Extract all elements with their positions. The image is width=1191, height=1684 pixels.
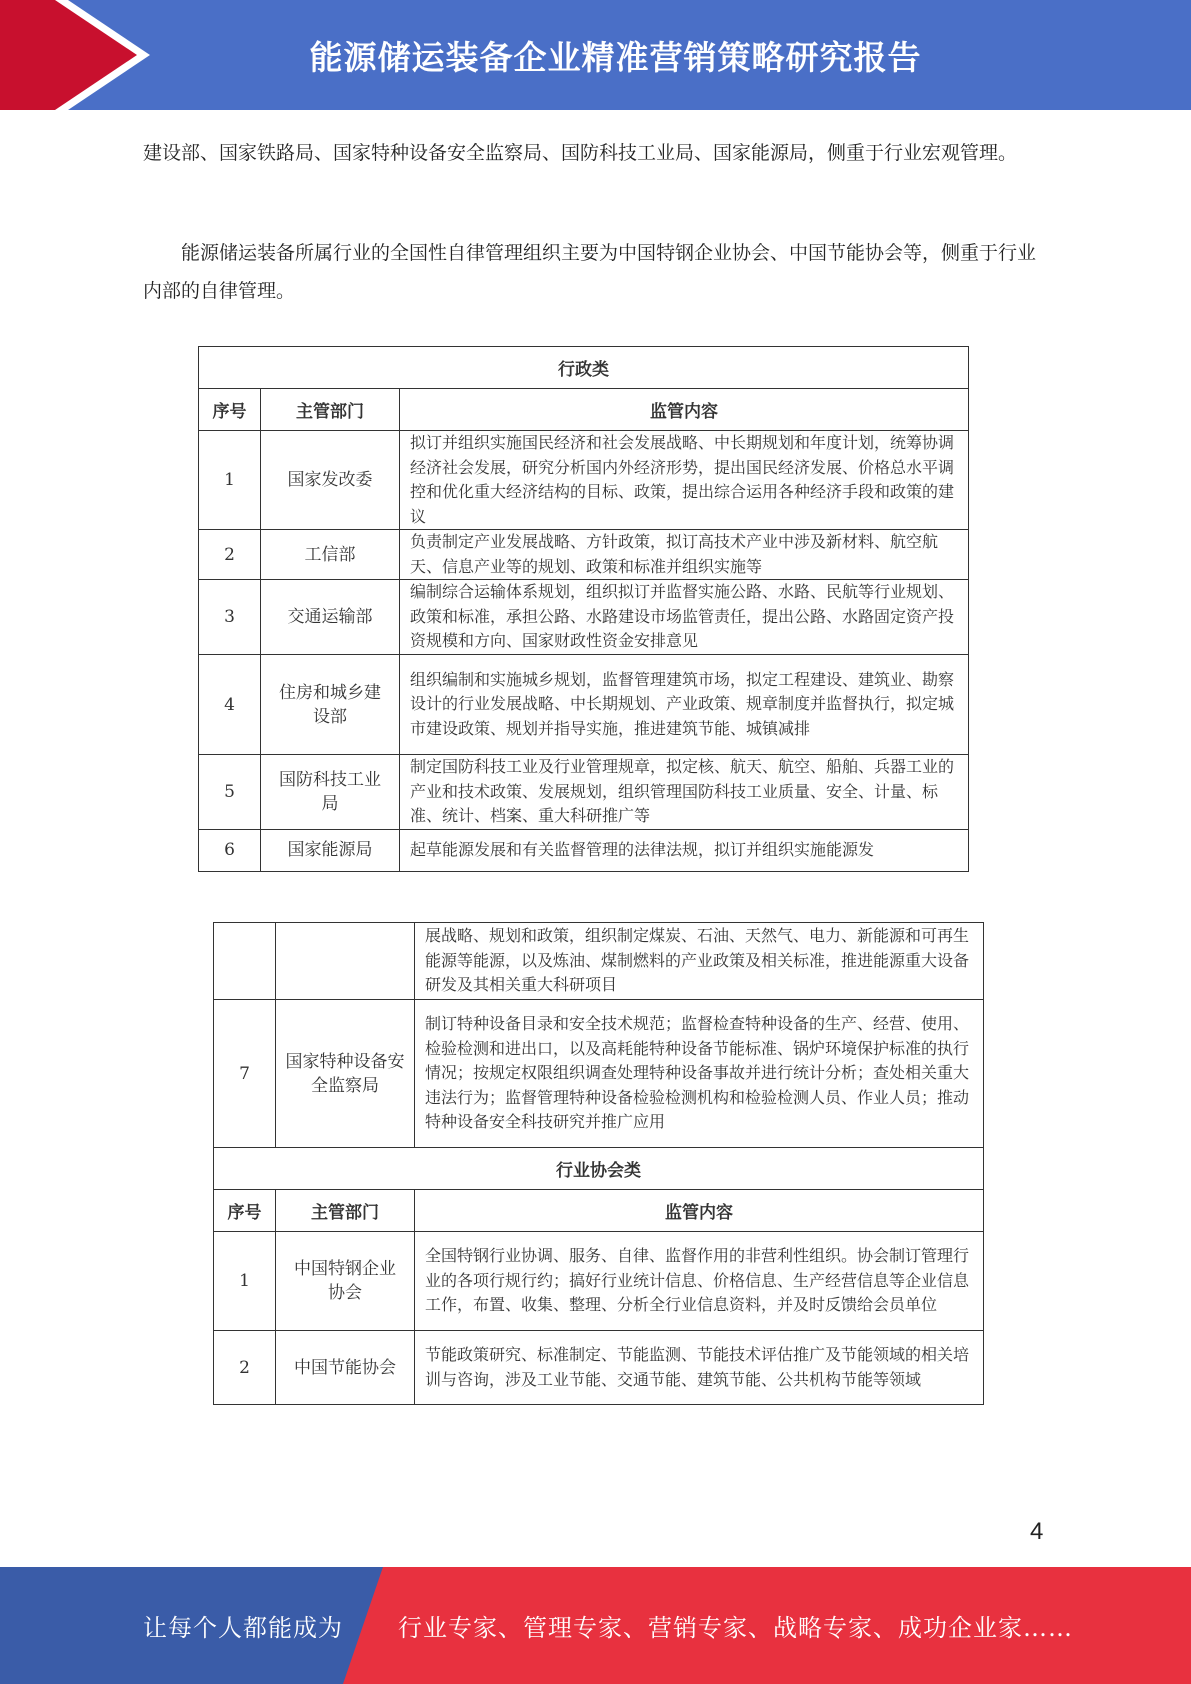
- header-chevron-icon: [0, 0, 160, 110]
- header-content: 监管内容: [415, 1190, 984, 1232]
- table-row: [214, 1331, 984, 1405]
- row-no: 5: [199, 755, 261, 830]
- row-dept: 中国特钢企业协会: [276, 1232, 415, 1331]
- regulator-table-part-2: [213, 922, 984, 1405]
- regulator-table-part-1: [198, 346, 969, 872]
- row-dept: 交通运输部: [261, 580, 400, 655]
- header-no: 序号: [214, 1190, 276, 1232]
- header-dept: 主管部门: [276, 1190, 415, 1232]
- row-no: 1: [199, 431, 261, 530]
- row-content: 拟订并组织实施国民经济和社会发展战略、中长期规划和年度计划，统筹协调经济社会发展，研究分析国内外经济形势，提出国民经济发展、价格总水平调控和优化重大经济结构的目标、政策，提出综合运用各种经济手段和政策的建议: [400, 431, 969, 530]
- table-row: [214, 1000, 984, 1148]
- row-dept: 国家发改委: [261, 431, 400, 530]
- row-dept: 国防科技工业局: [261, 755, 400, 830]
- row-no-empty: [214, 923, 276, 1000]
- header-no: 序号: [199, 389, 261, 431]
- admin-section-title: 行政类: [199, 347, 969, 389]
- paragraph-1: 建设部、国家铁路局、国家特种设备安全监察局、国防科技工业局、国家能源局，侧重于行业宏观管理。: [143, 142, 1018, 164]
- table-row: [199, 755, 969, 830]
- page-header: [0, 0, 1191, 110]
- table-row: [199, 530, 969, 580]
- row-content: 节能政策研究、标准制定、节能监测、节能技术评估推广及节能领域的相关培训与咨询，涉及工业节能、交通节能、建筑节能、公共机构节能等领域: [415, 1331, 984, 1405]
- paragraph-2: 能源储运装备所属行业的全国性自律管理组织主要为中国特钢企业协会、中国节能协会等，侧重于行业内部的自律管理。: [143, 242, 1037, 302]
- table-row: [199, 580, 969, 655]
- row-no: 7: [214, 1000, 276, 1148]
- row-dept: 中国节能协会: [276, 1331, 415, 1405]
- row-no: 2: [199, 530, 261, 580]
- assoc-section-title: 行业协会类: [214, 1148, 984, 1190]
- row-no: 3: [199, 580, 261, 655]
- row-content: 制定国防科技工业及行业管理规章，拟定核、航天、航空、船舶、兵器工业的产业和技术政策、发展规划，组织管理国防科技工业质量、安全、计量、标准、统计、档案、重大科研推广等: [400, 755, 969, 830]
- row-content: 编制综合运输体系规划，组织拟订并监督实施公路、水路、民航等行业规划、政策和标准，承担公路、水路建设市场监管责任，提出公路、水路固定资产投资规模和方向、国家财政性资金安排意见: [400, 580, 969, 655]
- row-no: 4: [199, 655, 261, 755]
- row-content: 展战略、规划和政策，组织制定煤炭、石油、天然气、电力、新能源和可再生能源等能源，以及炼油、煤制燃料的产业政策及相关标准，推进能源重大设备研发及其相关重大科研项目: [415, 923, 984, 1000]
- row-dept: 住房和城乡建设部: [261, 655, 400, 755]
- row-dept: 国家特种设备安全监察局: [276, 1000, 415, 1148]
- row-content: 组织编制和实施城乡规划，监督管理建筑市场，拟定工程建设、建筑业、勘察设计的行业发展战略、中长期规划、产业政策、规章制度并监督执行，拟定城市建设政策、规划并指导实施，推进建筑节能、城镇减排: [400, 655, 969, 755]
- row-content: 全国特钢行业协调、服务、自律、监督作用的非营利性组织。协会制订管理行业的各项行规行约；搞好行业统计信息、价格信息、生产经营信息等企业信息工作，布置、收集、整理、分析全行业信息资料，并及时反馈给会员单位: [415, 1232, 984, 1331]
- row-no: 2: [214, 1331, 276, 1405]
- row-dept: 工信部: [261, 530, 400, 580]
- page-number: 4: [1030, 1518, 1044, 1545]
- row-dept: 国家能源局: [261, 829, 400, 871]
- row-content: 负责制定产业发展战略、方针政策，拟订高技术产业中涉及新材料、航空航天、信息产业等的规划、政策和标准并组织实施等: [400, 530, 969, 580]
- footer-slogan-left: 让每个人都能成为: [143, 1614, 343, 1642]
- header-dept: 主管部门: [261, 389, 400, 431]
- table-row: [214, 1232, 984, 1331]
- row-no: 1: [214, 1232, 276, 1331]
- table-row: [199, 431, 969, 530]
- footer-slogan-right: 行业专家、管理专家、营销专家、战略专家、成功企业家……: [398, 1614, 1073, 1642]
- table-row-continuation: [214, 923, 984, 1000]
- table-row: [199, 829, 969, 871]
- page-footer: [0, 1567, 1191, 1684]
- row-content: 制订特种设备目录和安全技术规范；监督检查特种设备的生产、经营、使用、检验检测和进出口，以及高耗能特种设备节能标准、锅炉环境保护标准的执行情况；按规定权限组织调查处理特种设备事故并进行统计分析；查处相关重大违法行为；监督管理特种设备检验检测机构和检验检测人员、作业人员；推动特种设备安全科技研究并推广应用: [415, 1000, 984, 1148]
- row-dept-empty: [276, 923, 415, 1000]
- row-content: 起草能源发展和有关监督管理的法律法规，拟订并组织实施能源发: [400, 829, 969, 871]
- table-row: [199, 655, 969, 755]
- header-content: 监管内容: [400, 389, 969, 431]
- row-no: 6: [199, 829, 261, 871]
- report-title: 能源储运装备企业精准营销策略研究报告: [309, 37, 922, 77]
